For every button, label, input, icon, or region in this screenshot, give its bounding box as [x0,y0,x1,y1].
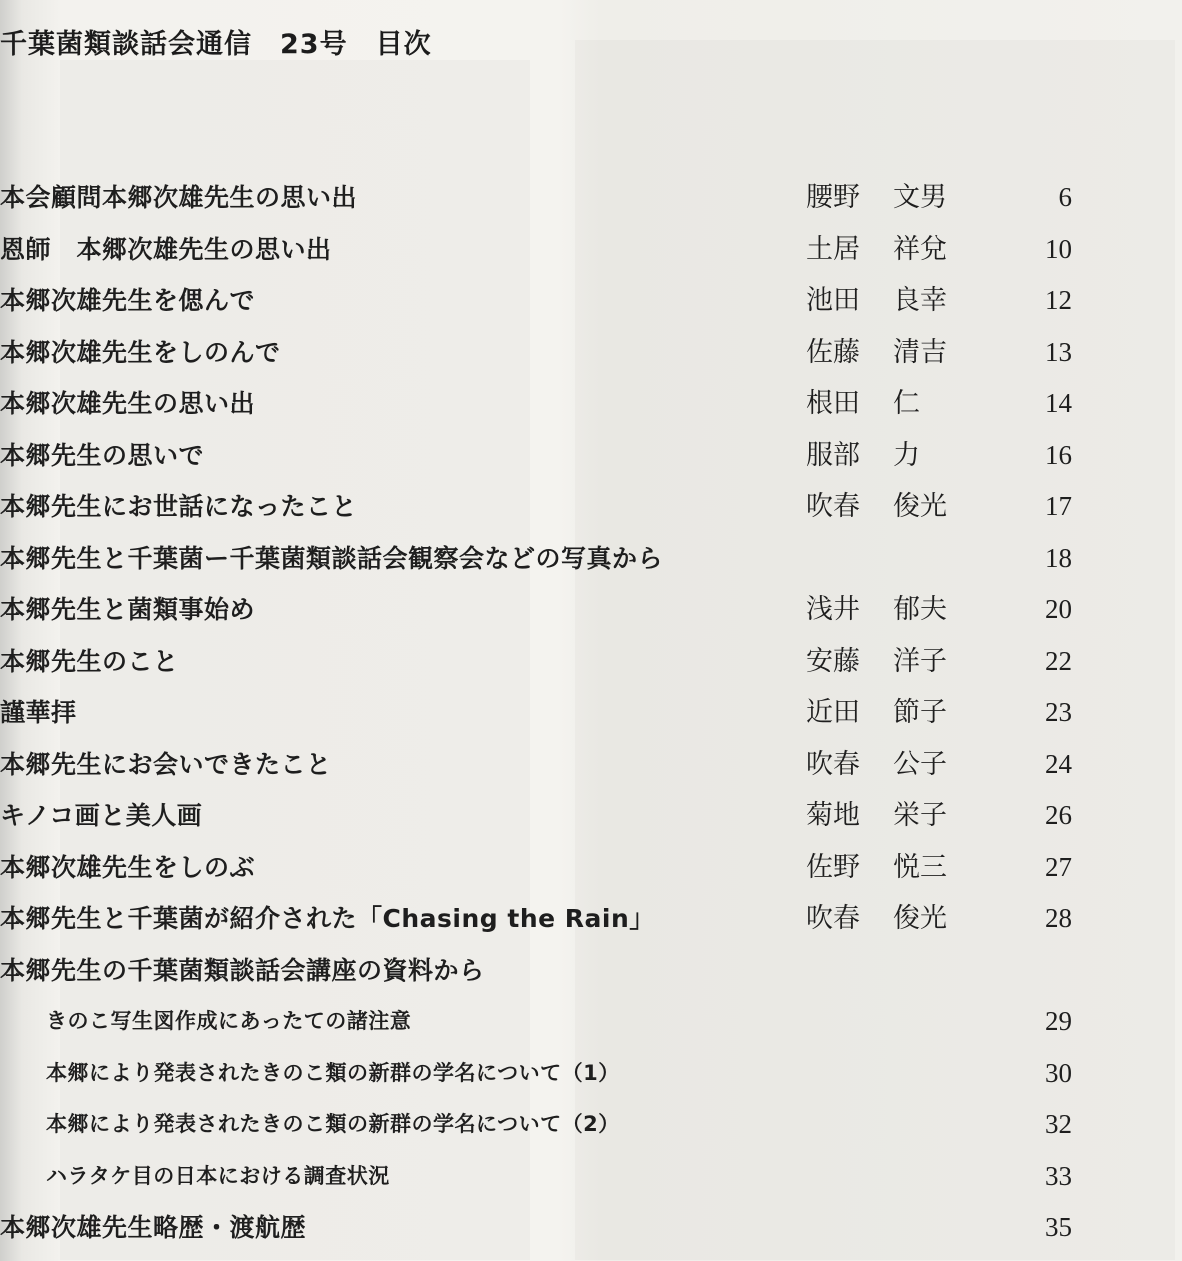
entry-page-number: 30 [1045,1057,1072,1088]
toc-entry [0,636,1182,688]
entry-title: 本郷次雄先生をしのぶ [0,852,256,882]
toc-entry [0,275,1182,327]
entry-author-given-name: 俊光 [893,903,947,934]
entry-page-number: 28 [1045,903,1072,933]
entry-author-given-name: 文男 [893,182,947,213]
entry-author-family-name: 佐野 [806,851,860,883]
toc-entry [0,430,1182,482]
entry-author-family-name: 服部 [806,439,860,471]
entry-author-family-name: 池田 [806,285,860,316]
entry-author-family-name: 吹春 [806,748,860,780]
toc-entry [0,533,1182,585]
entry-author-given-name: 俊光 [893,491,947,522]
entry-page-number: 14 [1045,388,1072,418]
entry-author-given-name: 祥兌 [893,233,947,265]
entry-title: 本郷先生にお世話になったこと [0,492,358,521]
entry-author-family-name: 吹春 [806,903,860,934]
entry-author-family-name: 腰野 [806,182,860,213]
entry-title: 本郷次雄先生を偲んで [0,286,256,315]
entry-title: 恩師 本郷次雄先生の思い出 [0,234,332,264]
entry-title: 本郷次雄先生略歴・渡航歴 [0,1213,307,1242]
entry-page-number: 22 [1045,645,1072,676]
entry-author-family-name: 土居 [806,233,860,265]
entry-author-given-name: 力 [893,439,920,471]
page-title: 千葉菌類談話会通信 23号 目次 [0,29,432,60]
entry-author-family-name: 佐藤 [806,336,860,368]
entry-author-given-name: 公子 [893,748,947,780]
entry-page-number: 23 [1045,697,1072,727]
entry-title: きのこ写生図作成にあったての諸注意 [46,1009,412,1033]
entry-title: 謹華拝 [0,698,77,727]
entry-author-given-name: 栄子 [893,800,947,831]
entry-title: キノコ画と美人画 [0,801,203,830]
entry-title: 本郷先生と千葉菌が紹介された「Chasing the Rain」 [0,904,655,933]
entry-title: 本郷先生と菌類事始め [0,595,256,624]
entry-author-given-name: 郁夫 [893,594,947,625]
toc-entry [0,378,1182,430]
toc-entry [0,1151,1182,1203]
entry-title: 本郷先生の千葉菌類談話会講座の資料から [0,955,485,985]
entry-page-number: 27 [1045,851,1072,882]
entry-title: 本郷次雄先生をしのんで [0,337,281,367]
entry-page-number: 35 [1045,1212,1072,1242]
entry-title: 本郷により発表されたきのこ類の新群の学名について（2） [46,1112,620,1136]
toc-entry [0,172,1182,224]
entry-title: 本郷先生にお会いできたこと [0,749,332,779]
entry-page-number: 12 [1045,285,1072,315]
toc-entry [0,893,1182,945]
toc-entry [0,224,1182,276]
entry-author-given-name: 仁 [893,388,920,419]
entry-page-number: 16 [1045,439,1072,470]
entry-title: ハラタケ目の日本における調査状況 [46,1163,390,1188]
toc-entry [0,1202,1182,1254]
entry-author-family-name: 安藤 [806,645,860,677]
entry-page-number: 10 [1045,233,1072,264]
entry-page-number: 32 [1045,1109,1072,1139]
entry-title: 本郷先生の思いで [0,440,205,470]
entry-title: 本郷先生のこと [0,646,179,676]
entry-page-number: 6 [1058,182,1072,212]
entry-page-number: 13 [1045,336,1072,367]
toc-entry [0,327,1182,379]
toc-entry [0,584,1182,636]
entry-author-family-name: 近田 [806,697,860,728]
entry-author-family-name: 菊地 [806,800,860,831]
entry-page-number: 26 [1045,800,1072,830]
entry-title: 本郷先生と千葉菌ー千葉菌類談話会観察会などの写真から [0,543,664,573]
table-of-contents [0,172,1182,1254]
toc-entry [0,945,1182,997]
toc-entry [0,996,1182,1048]
entry-page-number: 17 [1045,491,1072,521]
entry-author-family-name: 根田 [806,388,860,419]
toc-entry [0,1099,1182,1151]
toc-entry [0,842,1182,894]
entry-author-given-name: 節子 [893,697,947,728]
entry-page-number: 24 [1045,748,1072,779]
entry-author-family-name: 浅井 [806,594,860,625]
toc-entry [0,687,1182,739]
entry-author-given-name: 清吉 [893,336,947,368]
entry-title: 本郷次雄先生の思い出 [0,389,256,418]
entry-author-family-name: 吹春 [806,491,860,522]
toc-entry [0,1048,1182,1100]
entry-author-given-name: 悦三 [893,851,947,883]
entry-page-number: 18 [1045,542,1072,573]
entry-page-number: 29 [1045,1006,1072,1036]
entry-author-given-name: 洋子 [893,645,947,677]
toc-entry [0,481,1182,533]
entry-author-given-name: 良幸 [893,285,947,316]
entry-title: 本郷により発表されたきのこ類の新群の学名について（1） [46,1060,620,1085]
entry-page-number: 33 [1045,1160,1072,1191]
entry-title: 本会顧問本郷次雄先生の思い出 [0,183,358,212]
entry-page-number: 20 [1045,594,1072,624]
toc-entry [0,739,1182,791]
toc-entry [0,790,1182,842]
